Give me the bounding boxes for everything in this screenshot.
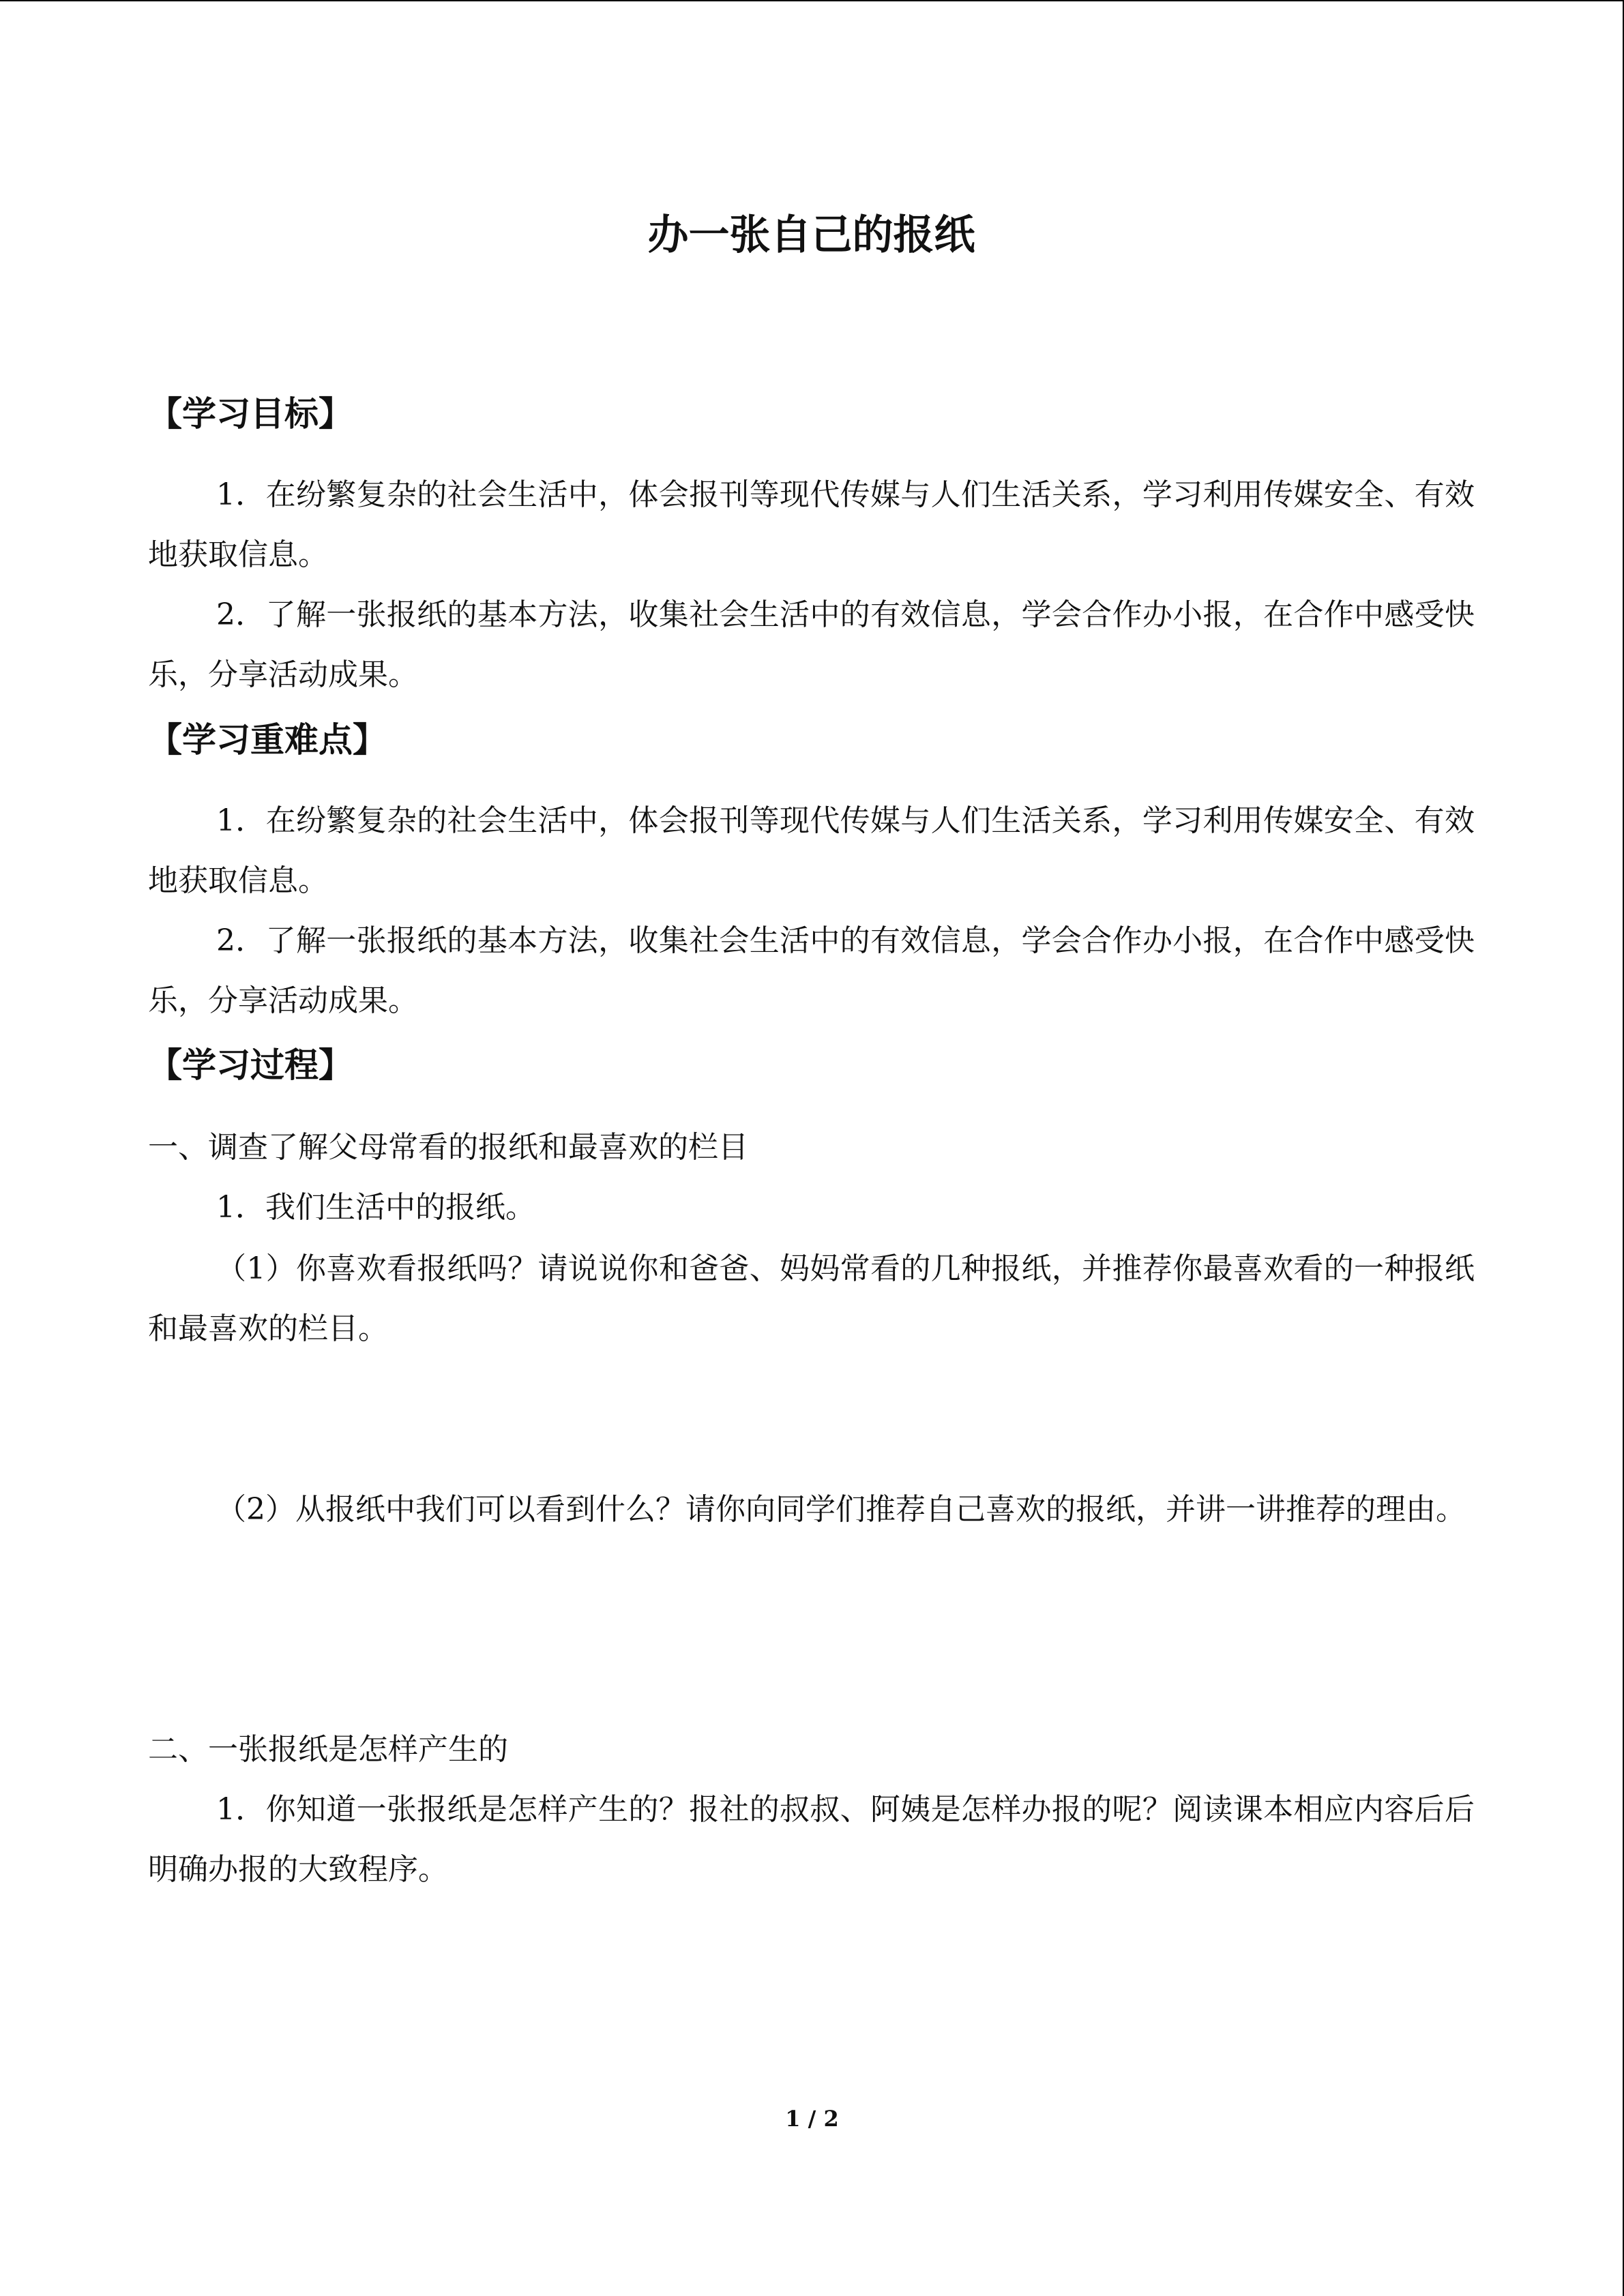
heading-learning-process: 【学习过程】 <box>148 1045 353 1085</box>
process-part-2-item-1: 1．你知道一张报纸是怎样产生的？报社的叔叔、阿姨是怎样办报的呢？阅读课本相应内容后后明确办报的大致程序。 <box>148 1792 1475 1887</box>
process-part-1-question-2: （2）从报纸中我们可以看到什么？请你向同学们推荐自己喜欢的报纸，并讲一讲推荐的理由。 <box>216 1492 1466 1527</box>
process-part-2-title: 二、一张报纸是怎样产生的 <box>148 1732 508 1767</box>
key-points-item-2: 2．了解一张报纸的基本方法，收集社会生活中的有效信息，学会合作办小报，在合作中感受快乐，分享活动成果。 <box>148 923 1475 1018</box>
process-part-1-title: 一、调查了解父母常看的报纸和最喜欢的栏目 <box>148 1130 748 1165</box>
heading-key-points: 【学习重难点】 <box>148 720 387 760</box>
process-part-1-item-1: 1．我们生活中的报纸。 <box>216 1190 535 1225</box>
heading-learning-goals: 【学习目标】 <box>148 394 353 434</box>
page-title: 办一张自己的报纸 <box>647 211 975 259</box>
page-number: 1 / 2 <box>785 2106 839 2132</box>
goals-item-1: 1．在纷繁复杂的社会生活中，体会报刊等现代传媒与人们生活关系，学习利用传媒安全、有效地获取信息。 <box>148 477 1475 572</box>
process-part-1-question-1: （1）你喜欢看报纸吗？请说说你和爸爸、妈妈常看的几种报纸，并推荐你最喜欢看的一种报纸和最喜欢的栏目。 <box>148 1251 1475 1346</box>
key-points-item-1: 1．在纷繁复杂的社会生活中，体会报刊等现代传媒与人们生活关系，学习利用传媒安全、有效地获取信息。 <box>148 803 1475 898</box>
goals-item-2: 2．了解一张报纸的基本方法，收集社会生活中的有效信息，学会合作办小报，在合作中感受快乐，分享活动成果。 <box>148 597 1475 692</box>
